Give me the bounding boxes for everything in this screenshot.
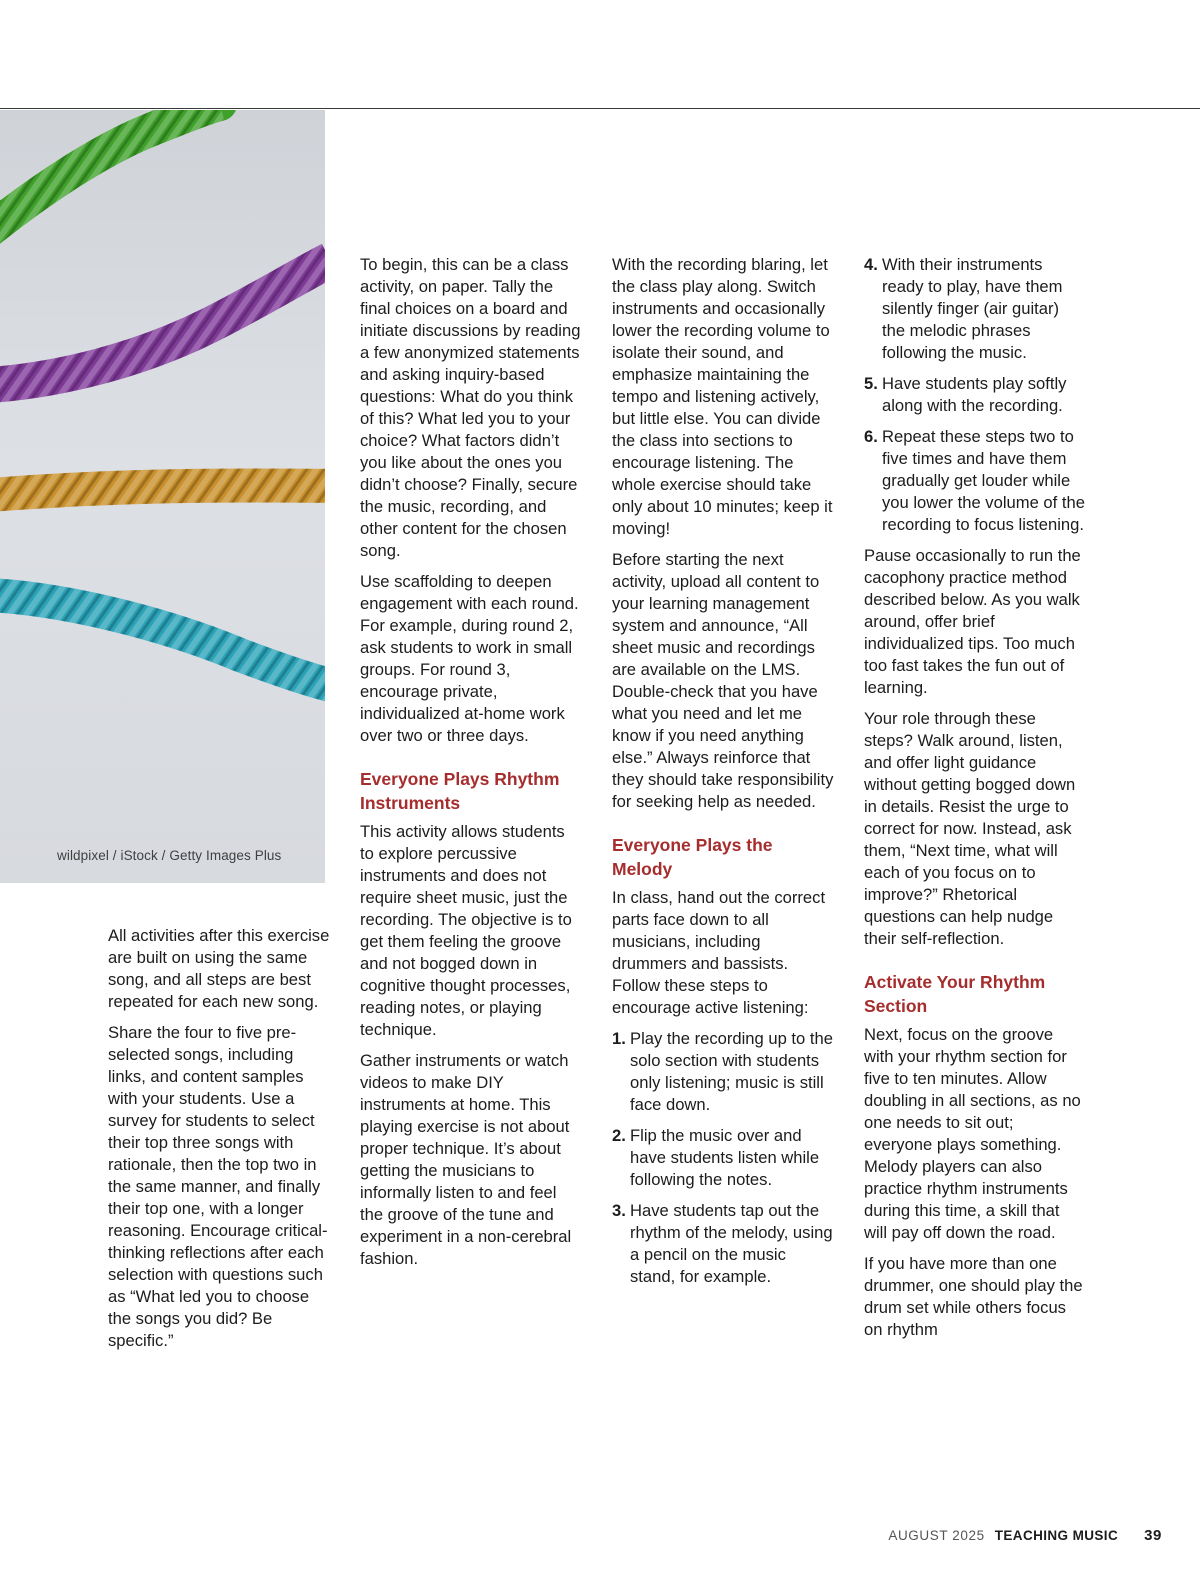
paragraph: This activity allows students to explore percussive instruments and does not require sheet music, just the recording. The objective is to get them feeling the groove and not bogged down in cognitive thought processes, reading notes, or playing technique.: [360, 822, 572, 1039]
paragraph: Gather instruments or watch videos to make DIY instruments at home. This playing exercise is not about proper technique. It’s about getting the musicians to informally listen to and feel the groove of the tune and experiment in a non-cerebral fashion.: [360, 1051, 572, 1268]
list-item: [864, 373, 1086, 417]
step-text: With their instruments ready to play, have them silently finger (air guitar) the melodic phrases following the music.: [882, 255, 1063, 362]
section-heading: Everyone Plays Rhythm Instruments: [360, 769, 560, 813]
photo-credit: wildpixel / iStock / Getty Images Plus: [57, 848, 282, 863]
step-text: Have students tap out the rhythm of the melody, using a pencil on the music stand, for example.: [630, 1201, 833, 1286]
rope-photo: [0, 110, 325, 883]
magazine-title: TEACHING MUSIC: [994, 1528, 1119, 1543]
paragraph: Next, focus on the groove with your rhythm section for five to ten minutes. Allow doubling in all sections, as no one needs to sit out; everyone plays something. Melody players can also practice rhythm instruments during this time, a skill that will pay off down the road.: [864, 1025, 1081, 1242]
column-2: [360, 254, 582, 1279]
paragraph: In class, hand out the correct parts face down to all musicians, including drummers and bassists. Follow these steps to encourage active listening:: [612, 888, 826, 1017]
column-1: [108, 925, 330, 1361]
paragraph: If you have more than one drummer, one should play the drum set while others focus on rhythm: [864, 1254, 1083, 1339]
list-item: [612, 1200, 834, 1288]
paragraph: Your role through these steps? Walk around, listen, and offer light guidance without getting bogged down in details. Resist the urge to correct for now. Instead, ask them, “Next time, what will each of you focus on to improve?” Rhetorical questions can help nudge their self-reflection.: [864, 709, 1076, 948]
gold-rope: [0, 485, 325, 495]
list-item: [864, 254, 1086, 364]
steps-list: [612, 1028, 834, 1288]
list-item: [864, 426, 1086, 536]
list-item: [612, 1028, 834, 1116]
step-number: 6.: [864, 427, 878, 446]
section-heading: Everyone Plays the Melody: [612, 835, 773, 879]
column-3: [612, 254, 834, 1297]
teal-rope: [0, 595, 325, 685]
paragraph: Pause occasionally to run the cacophony practice method described below. As you walk around, offer brief individualized tips. Too much too fast takes the fun out of learning.: [864, 546, 1081, 697]
issue-date: AUGUST 2025: [888, 1528, 985, 1543]
steps-list: [864, 254, 1086, 536]
section-heading: Activate Your Rhythm Section: [864, 972, 1046, 1016]
step-text: Play the recording up to the solo section with students only listening; music is still face down.: [630, 1029, 833, 1114]
step-number: 2.: [612, 1126, 626, 1145]
paragraph: Use scaffolding to deepen engagement with each round. For example, during round 2, ask students to work in small groups. For round 3, encourage private, individualized at-home work over two or three days.: [360, 572, 579, 745]
step-number: 4.: [864, 255, 878, 274]
step-number: 3.: [612, 1201, 626, 1220]
top-rule: [0, 108, 1200, 109]
column-4: [864, 254, 1086, 1350]
green-rope: [0, 110, 220, 230]
step-number: 1.: [612, 1029, 626, 1048]
paragraph: With the recording blaring, let the class play along. Switch instruments and occasionally lower the recording volume to isolate their sound, and emphasize maintaining the tempo and listening actively, but little else. You can divide the class into sections to encourage listening. The whole exercise should take only about 10 minutes; keep it moving!: [612, 255, 833, 538]
paragraph: To begin, this can be a class activity, on paper. Tally the final choices on a board and initiate discussions by reading a few anonymized statements and asking inquiry-based questions: What do you think of this? What led you to your choice? What factors didn’t you like about the ones you didn’t choose? Finally, secure the music, recording, and other content for the chosen song.: [360, 255, 581, 560]
ropes-illustration: [0, 110, 325, 883]
paragraph: Share the four to five pre-selected songs, including links, and content samples with your students. Use a survey for students to select their top three songs with rationale, then the top two in the same manner, and finally their top one, with a longer reasoning. Encourage critical-thinking reflections after each selection with questions such as “What led you to choose the songs you did? Be specific.”: [108, 1023, 328, 1350]
paragraph: All activities after this exercise are built on using the same song, and all steps are best repeated for each new song.: [108, 926, 330, 1011]
list-item: [612, 1125, 834, 1191]
purple-rope: [0, 260, 325, 385]
paragraph: Before starting the next activity, upload all content to your learning management system and announce, “All sheet music and recordings are available on the LMS. Double-check that you have what you need and let me know if you need anything else.” Always reinforce that they should take responsibility for seeking help as needed.: [612, 550, 834, 811]
step-text: Repeat these steps two to five times and have them gradually get louder while you lower the volume of the recording to focus listening.: [882, 427, 1085, 534]
step-text: Have students play softly along with the recording.: [882, 374, 1067, 415]
page-footer: [888, 1527, 1162, 1544]
page-number: 39: [1144, 1527, 1162, 1544]
step-number: 5.: [864, 374, 878, 393]
step-text: Flip the music over and have students listen while following the notes.: [630, 1126, 820, 1189]
